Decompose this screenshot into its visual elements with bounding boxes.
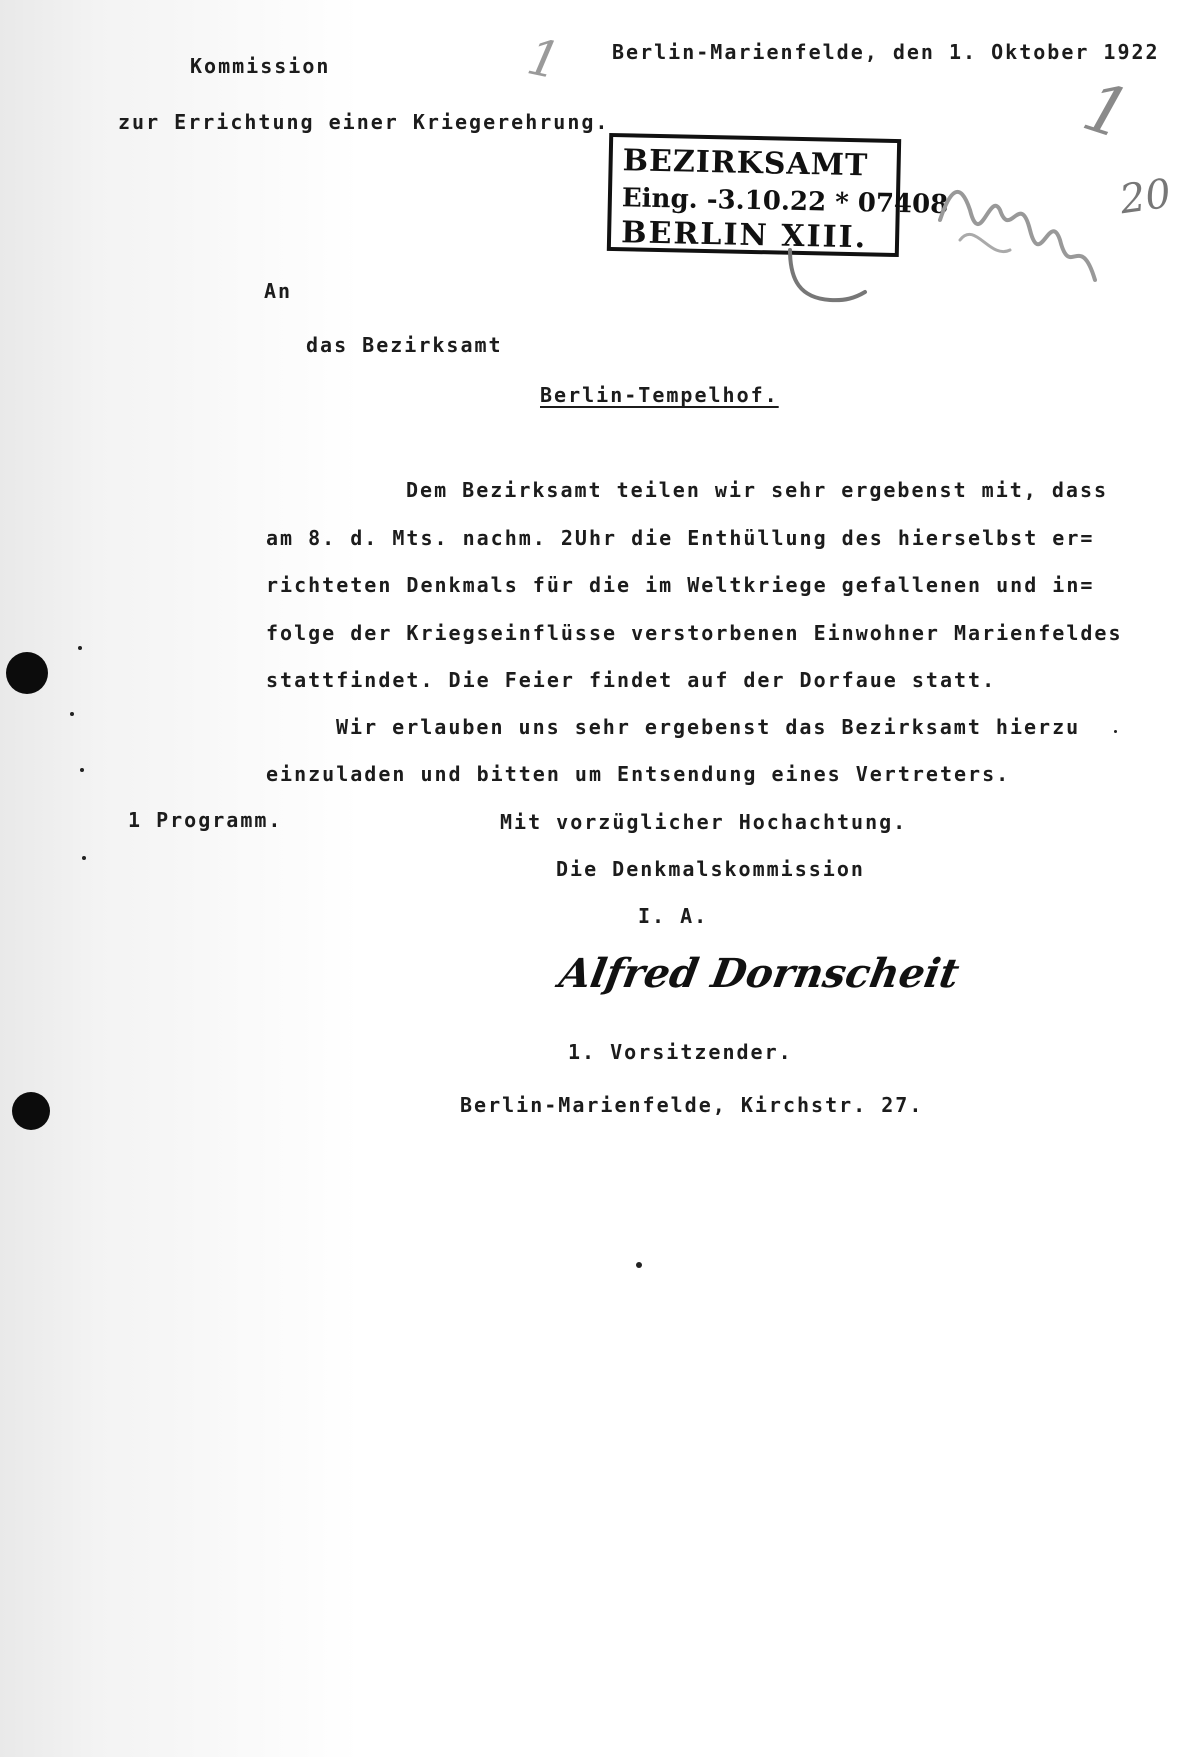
pencil-scribble (930, 150, 1130, 310)
addressee-an: An (264, 279, 293, 303)
handwritten-mark-1: 1 (522, 27, 566, 91)
body-line-7: einzuladen und bitten um Entsendung eines Vertreters. (266, 762, 1011, 786)
addressee-city: Berlin-Tempelhof. (540, 383, 779, 407)
place-date: Berlin-Marienfelde, den 1. Oktober 1922 (612, 40, 1160, 64)
pencil-hook (780, 240, 870, 310)
speck (1114, 730, 1117, 733)
body-line-4: folge der Kriegseinflüsse verstorbenen Einwohner Marienfeldes (266, 621, 1123, 645)
speck (636, 1262, 642, 1268)
stamp-line-2: Eing. -3.10.22 * 07408 (621, 183, 949, 221)
signature: Alfred Dornscheit (555, 950, 963, 997)
body-line-2: am 8. d. Mts. nachm. 2Uhr die Enthüllung des hierselbst er= (266, 526, 1095, 550)
receipt-stamp (607, 133, 949, 257)
addressee-office: das Bezirksamt (306, 333, 503, 357)
sender-line-1: Kommission (190, 54, 331, 78)
speck (78, 646, 82, 650)
closing-org: Die Denkmalskommission (556, 857, 865, 881)
body-line-1: Dem Bezirksamt teilen wir sehr ergebenst mit, dass (406, 478, 1109, 502)
speck (82, 856, 86, 860)
enclosure: 1 Programm. (128, 808, 283, 832)
closing-address: Berlin-Marienfelde, Kirchstr. 27. (460, 1093, 924, 1117)
stamp-line-1: BEZIRKSAMT (622, 143, 869, 184)
sender-line-2: zur Errichtung einer Kriegerehrung. (118, 110, 610, 134)
body-line-6: Wir erlauben uns sehr ergebenst das Bezirksamt hierzu (336, 715, 1081, 739)
stamp-line-3: BERLIN XIII. (620, 215, 868, 256)
closing-ia: I. A. (638, 904, 709, 928)
speck (70, 712, 74, 716)
closing-title: 1. Vorsitzender. (568, 1040, 793, 1064)
body-line-5: stattfindet. Die Feier findet auf der Dorfaue statt. (266, 668, 997, 692)
handwritten-mark-2: 1 (1073, 67, 1140, 156)
closing-greeting: Mit vorzüglicher Hochachtung. (500, 810, 908, 834)
body-line-3: richteten Denkmals für die im Weltkriege gefallenen und in= (266, 573, 1095, 597)
handwritten-mark-3: 20 (1117, 170, 1174, 224)
punch-hole-bottom (12, 1092, 50, 1130)
punch-hole-top (6, 652, 48, 694)
speck (80, 768, 84, 772)
